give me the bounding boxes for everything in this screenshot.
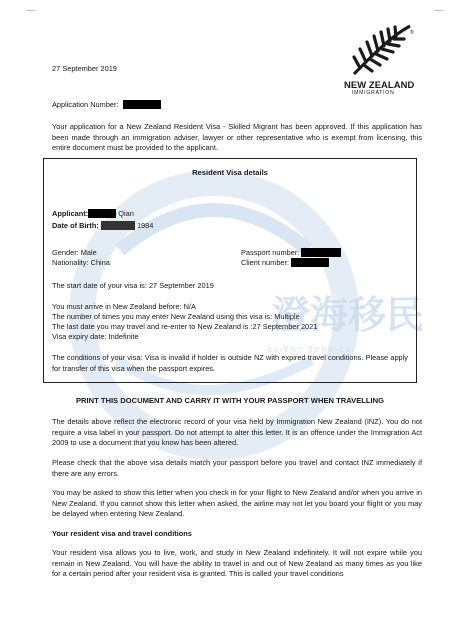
watermark-chinese-text: 澄海移民 (271, 293, 425, 337)
application-number-label: Application Number: (52, 100, 119, 109)
nationality-text: Nationality: China (52, 258, 110, 267)
visa-start-date: The start date of your visa is: 27 September 2019 (52, 281, 214, 290)
passport-row (241, 248, 341, 259)
passport-label: Passport number: (241, 248, 300, 257)
applicant-label: Applicant: (52, 209, 89, 218)
trademark-symbol: ® (410, 30, 414, 36)
last-travel-date-text: The last date you may travel and re-enter to New Zealand is :27 September 2021 (52, 322, 318, 331)
arrive-before-text: You must arrive in New Zealand before: N/A (52, 302, 196, 311)
logo-subtitle: IMMIGRATION (352, 90, 395, 96)
applicant-name: Qian (118, 209, 134, 218)
visa-expiry-text: Visa expiry date: Indefinite (52, 332, 139, 341)
gender-text: Gender: Male (52, 248, 97, 257)
visa-conditions-text: The conditions of your visa: Visa is invalid if holder is outside NZ with expired travel conditions. Please apply for transfer of this visa when the passport expires. (52, 353, 408, 373)
redaction-bar (123, 100, 161, 109)
new-zealand-immigration-logo (344, 24, 426, 100)
watermark-latin-text: CLIENT SERVICE (267, 347, 353, 354)
scan-corner-mark (26, 10, 36, 11)
resident-visa-details-box (43, 158, 417, 383)
redaction-bar (101, 221, 135, 230)
print-document-heading: PRINT THIS DOCUMENT AND CARRY IT WITH YOUR PASSPORT WHEN TRAVELLING (75, 396, 385, 405)
client-number-label: Client number: (241, 258, 290, 267)
applicant-row (52, 209, 134, 220)
dob-year: 1984 (136, 221, 154, 230)
redaction-bar (291, 258, 329, 267)
intro-paragraph: Your application for a New Zealand Resident Visa - Skilled Migrant has been approved. If this application has been made through an immigration adviser, lawyer or other representative who is exempt from licensing, this entire document must be provided to the applicant. (52, 122, 422, 153)
number-of-entries-text: The number of times you may enter New Zealand using this visa is: Multiple (52, 312, 300, 321)
travel-conditions-heading: Your resident visa and travel conditions (52, 529, 192, 538)
client-number-row (241, 258, 329, 269)
redaction-bar (88, 209, 116, 218)
show-letter-paragraph: You may be asked to show this letter when you check in for your flight to New Zealand and/or when you arrive in New Zealand. If you cannot show this letter when asked, the airline may not let you board your flight or you may be delayed when entering New Zealand. (52, 488, 422, 519)
resident-visa-travel-paragraph: Your resident visa allows you to live, work, and study in New Zealand indefinitely. It will not expire while you remain in New Zealand. You will have the ability to travel in and out of New Zealand as many times as you like for a certain period after your resident visa is granted. This is called your travel conditions (52, 548, 422, 579)
electronic-record-paragraph: The details above reflect the electronic record of your visa held by Immigration New Zealand (INZ). You do not require a visa label in your passport. Do not attempt to alter this letter. It is an offence under the Immigration Act 2009 to use a document that you know has been altered. (52, 417, 422, 448)
silver-fern-icon (350, 24, 414, 76)
date-of-birth-row (52, 221, 153, 232)
redaction-bar (301, 248, 341, 257)
check-details-paragraph: Please check that the above visa details match your passport before you travel and contact INZ immediately if there are any errors. (52, 458, 422, 478)
logo-title: NEW ZEALAND (344, 79, 415, 90)
visa-box-title: Resident Visa details (192, 168, 268, 177)
dob-label: Date of Birth: (52, 221, 99, 230)
scan-corner-mark (434, 10, 444, 11)
letter-date: 27 September 2019 (52, 64, 117, 73)
application-number-row (52, 100, 161, 111)
